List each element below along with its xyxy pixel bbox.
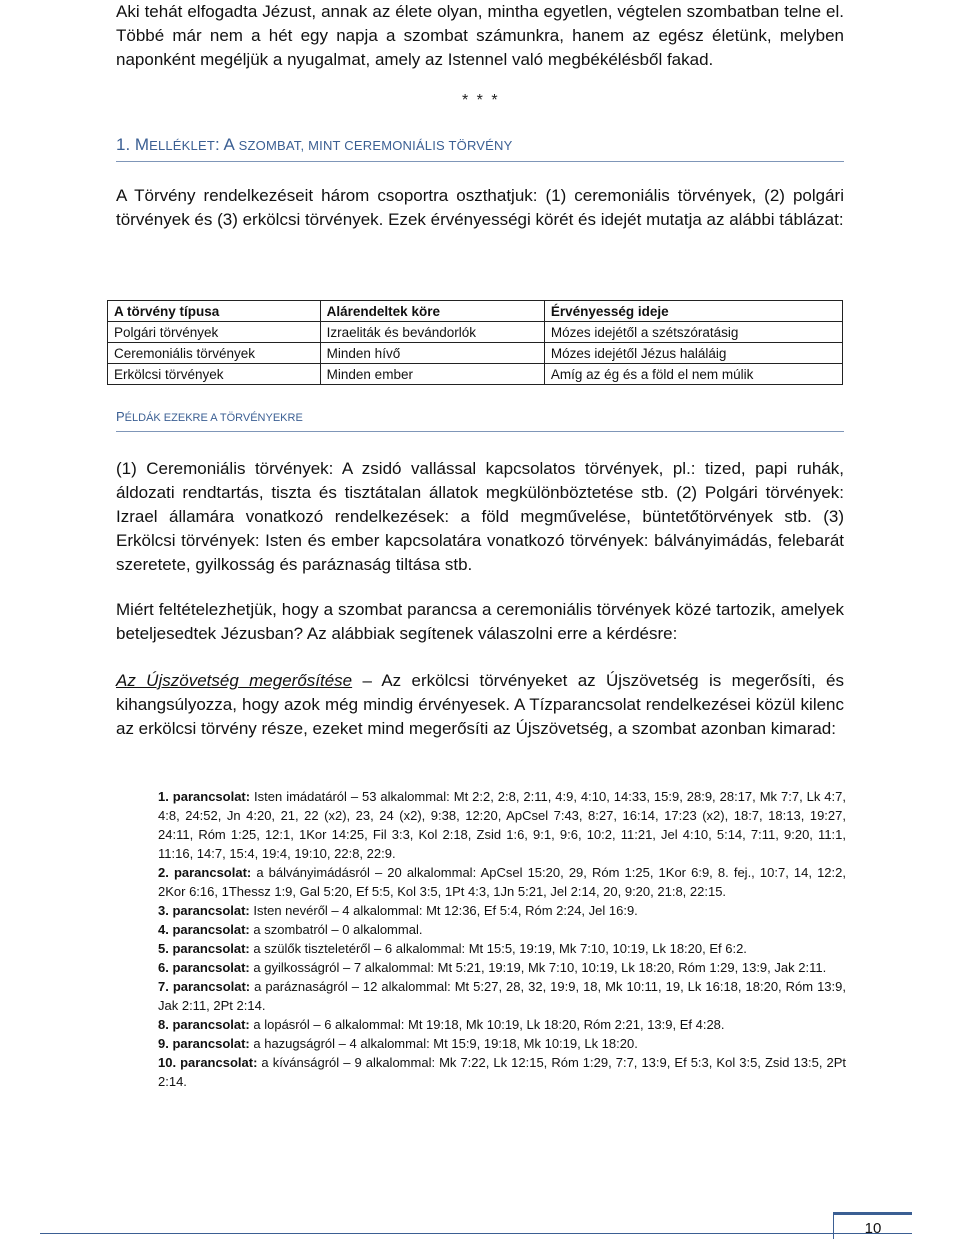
table-cell: Polgári törvények bbox=[108, 322, 321, 343]
table-cell: Mózes idejétől a szétszóratásig bbox=[544, 322, 842, 343]
table-header-row bbox=[108, 301, 843, 322]
question-paragraph: Miért feltételezhetjük, hogy a szombat parancsa a ceremoniális törvények közé tartozik, amelyek beteljesedtek Jézusban? Az alábbiak segítenek válaszolni erre a kérdésre: bbox=[116, 600, 844, 643]
footer-line bbox=[40, 1233, 912, 1234]
list-item: 1. parancsolat: Isten imádatáról – 53 alkalommal: Mt 2:2, 2:8, 2:11, 4:9, 4:10, 14:33, 15:9, 28:9, 28:17, Mk 7:7, Lk 4:7, 4:8, 24:52, Jn 4:20, 21, 22 (x2), 23, 24 (x2), 9:38, 12:20, ApCsel 7:43, 8:27, 16:14, 17:23 (x2), 18:7, 18:13, 19:27, 24:11, Róm 1:25, 12:1, 1Kor 14:25, Fil 3:3, Kol 2:18, Zsid 1:6, 9:1, 9:6, 10:2, 11:21, Jel 4:10, 5:14, 7:11, 9:20, 11:1, 11:16, 14:7, 15:4, 19:4, 19:10, 22:8, 22:9. bbox=[158, 789, 846, 861]
examples-heading: PÉLDÁK EZEKRE A TÖRVÉNYEKRE bbox=[116, 409, 844, 432]
table-row bbox=[108, 322, 843, 343]
table-cell: Mózes idejétől Jézus haláláig bbox=[544, 343, 842, 364]
table-cell: Minden hívő bbox=[320, 343, 544, 364]
new-testament-paragraph: Az Újszövetség megerősítése – Az erkölcsi törvényeket az Újszövetség is megerősíti, és kihangsúlyozza, hogy azok még mindig érvényesek. A Tízparancsolat rendelkezései közül kilenc az erkölcsi törvény része, ezeket mind megerősíti az Újszövetség, a szombat azonban kimarad: bbox=[116, 671, 844, 738]
list-item: 7. parancsolat: a paráznaságról – 12 alkalommal: Mt 5:27, 28, 32, 19:9, 18, Mk 10:11, 19, Lk 16:18, 18:20, Róm 13:9, Jak 2:11, 2Pt 2:14. bbox=[158, 979, 846, 1013]
list-item: 4. parancsolat: a szombatról – 0 alkalommal. bbox=[158, 922, 423, 937]
top-paragraph: Aki tehát elfogadta Jézust, annak az élete olyan, mintha egyetlen, végtelen szombatban telne el. Többé már nem a hét egy napja a szombat számunkra, hanem az egész életünk, melyben naponként megéljük a nyugalmat, amely az Istennel való megbékélésből fakad. bbox=[116, 2, 844, 69]
table-header-cell: Alárendeltek köre bbox=[320, 301, 544, 322]
table-row bbox=[108, 343, 843, 364]
commandments-list bbox=[158, 787, 846, 1091]
list-item: 10. parancsolat: a kívánságról – 9 alkalommal: Mk 7:22, Lk 12:15, Róm 1:29, 7:7, 13:9, Ef 5:3, Kol 3:5, Zsid 13:5, 2Pt 2:14. bbox=[158, 1055, 846, 1089]
list-item: 9. parancsolat: a hazugságról – 4 alkalommal: Mt 15:9, 19:18, Mk 10:19, Lk 18:20. bbox=[158, 1036, 638, 1051]
new-testament-title: Az Újszövetség megerősítése bbox=[116, 671, 353, 690]
list-item: 8. parancsolat: a lopásról – 6 alkalommal: Mt 19:18, Mk 10:19, Lk 18:20, Róm 2:21, 13:9, Ef 4:28. bbox=[158, 1017, 725, 1032]
appendix-heading: 1. MELLÉKLET: A SZOMBAT, MINT CEREMONIÁLIS TÖRVÉNY bbox=[116, 135, 844, 162]
page-number: 10 bbox=[833, 1212, 912, 1239]
table-cell: Amíg az ég és a föld el nem múlik bbox=[544, 364, 842, 385]
table-cell: Ceremoniális törvények bbox=[108, 343, 321, 364]
list-item: 5. parancsolat: a szülők tiszteletéről – 6 alkalommal: Mt 15:5, 19:19, Mk 7:10, 10:19, Lk 18:20, Ef 6:2. bbox=[158, 941, 747, 956]
list-item: 6. parancsolat: a gyilkosságról – 7 alkalommal: Mt 5:21, 19:19, Mk 7:10, 10:19, Lk 18:20, Róm 1:29, 13:9, Jak 2:11. bbox=[158, 960, 827, 975]
table-header-cell: Érvényesség ideje bbox=[544, 301, 842, 322]
table-cell: Minden ember bbox=[320, 364, 544, 385]
table-cell: Erkölcsi törvények bbox=[108, 364, 321, 385]
law-types-table bbox=[107, 300, 843, 385]
table-cell: Izraeliták és bevándorlók bbox=[320, 322, 544, 343]
table-row bbox=[108, 364, 843, 385]
table-header-cell: A törvény típusa bbox=[108, 301, 321, 322]
section-separator: * * * bbox=[462, 92, 500, 109]
list-item: 2. parancsolat: a bálványimádásról – 20 alkalommal: ApCsel 15:20, 29, Róm 1:25, 1Kor 6:9, 8. fej., 10:7, 14, 12:2, 2Kor 6:16, 1Thessz 1:9, Gal 5:20, Ef 5:5, Kol 3:5, 1Pt 4:3, 1Jn 5:21, Jel 2:14, 20, 9:20, 21:8, 22:15. bbox=[158, 865, 846, 899]
intro-paragraph: A Törvény rendelkezéseit három csoportra oszthatjuk: (1) ceremoniális törvények, (2) polgári törvények és (3) erkölcsi törvények. Ezek érvényességi körét és idejét mutatja az alábbi táblázat: bbox=[116, 186, 844, 229]
examples-paragraph: (1) Ceremoniális törvények: A zsidó vallással kapcsolatos törvények, pl.: tized, papi ruhák, áldozati rendtartás, tiszta és tisztátalan állatok megkülönböztetése stb. (2) Polgári törvények: Izrael államára vonatkozó rendelkezések: a föld megművelése, büntetőtörvények stb. (3) Erkölcsi törvények: Isten és ember kapcsolatára vonatkozó törvények: bálványimádás, felebarát szeretete, gyilkosság és paráznaság tiltása stb. bbox=[116, 459, 844, 574]
list-item: 3. parancsolat: Isten nevéről – 4 alkalommal: Mt 12:36, Ef 5:4, Róm 2:24, Jel 16:9. bbox=[158, 903, 638, 918]
